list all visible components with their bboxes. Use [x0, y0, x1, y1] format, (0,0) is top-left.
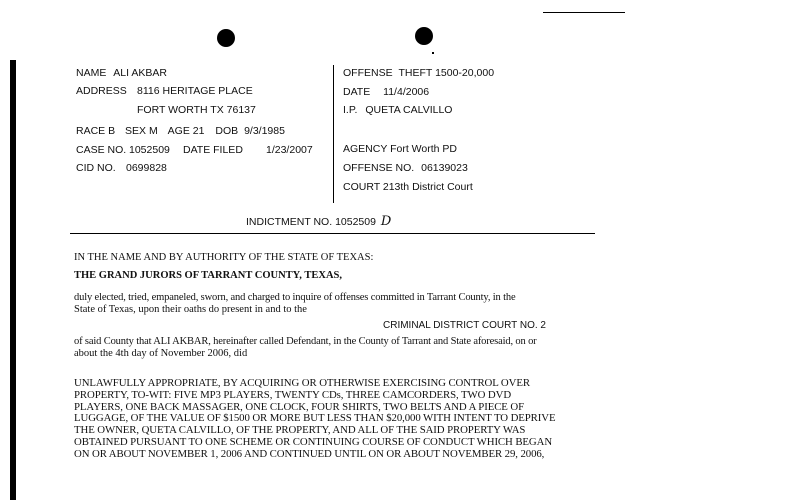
address-line2: FORT WORTH TX 76137: [137, 104, 256, 116]
court-value: 213th District Court: [382, 181, 473, 193]
charge-line: PLAYERS, ONE BACK MASSAGER, ONE CLOCK, FOUR SHIRTS, TWO BELTS AND A PIECE OF: [74, 400, 524, 413]
date-row: [343, 86, 429, 98]
age-value: 21: [192, 125, 205, 137]
paragraph2-line2: about the 4th day of November 2006, did: [74, 348, 248, 359]
cid-label: CID NO.: [76, 162, 116, 174]
demographics-row: [76, 125, 285, 137]
address-label: ADDRESS: [76, 85, 127, 97]
charge-paragraph: [74, 378, 555, 461]
paragraph2-line1: of said County that ALI AKBAR, hereinafter called Defendant, in the County of Tarrant and State aforesaid, on or: [74, 336, 537, 347]
charge-line: LUGGAGE, OF THE VALUE OF $1500 OR MORE BUT LESS THAN $20,000 WITH INTENT TO DEPRIVE: [74, 412, 556, 425]
charge-line: THE OWNER, QUETA CALVILLO, OF THE PROPERTY, AND ALL OF THE SAID PROPERTY WAS: [74, 424, 526, 437]
sex-value: M: [148, 125, 158, 137]
court-label: COURT: [343, 181, 380, 193]
date-filed-label: DATE FILED: [183, 144, 243, 156]
paragraph1-line2: State of Texas, upon their oaths do present in and to the: [74, 304, 307, 315]
court-row: [343, 181, 473, 193]
race-value: B: [108, 125, 116, 137]
dob-label: DOB: [215, 125, 239, 137]
header-divider: [333, 65, 334, 203]
offense-no-value: 06139023: [421, 162, 468, 174]
name-label: NAME: [76, 67, 107, 79]
cid-value: 0699828: [126, 162, 167, 174]
agency-row: [343, 143, 457, 155]
jurors-line: THE GRAND JURORS OF TARRANT COUNTY, TEXAS,: [74, 270, 342, 281]
name-row: [76, 67, 167, 79]
indictment-number: 1052509: [335, 216, 376, 228]
charge-line: PROPERTY, TO-WIT: FIVE MP3 PLAYERS, TWENTY CDs, THREE CAMCORDERS, TWO DVD: [74, 388, 512, 401]
age-label: AGE: [167, 125, 190, 137]
ip-label: I.P.: [343, 104, 358, 116]
paragraph1-line1: duly elected, tried, empaneled, sworn, and charged to inquire of offenses committed in Tarrant County, in the: [74, 292, 516, 303]
offense-no-row: [343, 162, 468, 174]
race-label: RACE: [76, 125, 106, 137]
handwritten-mark: D: [380, 214, 392, 229]
punch-hole-left: [217, 29, 235, 47]
offense-row: [343, 67, 494, 79]
offense-value: THEFT 1500-20,000: [398, 67, 495, 79]
court-name: CRIMINAL DISTRICT COURT NO. 2: [383, 320, 546, 331]
case-label: CASE NO.: [76, 144, 127, 156]
ip-row: [343, 104, 452, 116]
indictment-rule: [70, 233, 595, 234]
indictment-label: INDICTMENT NO.: [246, 216, 333, 228]
offense-label: OFFENSE: [343, 67, 393, 79]
charge-line: ON OR ABOUT NOVEMBER 1, 2006 AND CONTINUED UNTIL ON OR ABOUT NOVEMBER 29, 2006,: [74, 447, 545, 460]
agency-label: AGENCY: [343, 143, 388, 155]
authority-line: IN THE NAME AND BY AUTHORITY OF THE STATE OF TEXAS:: [74, 252, 374, 263]
date-value: 11/4/2006: [383, 86, 430, 98]
scan-edge-bar: [10, 60, 16, 500]
dob-value: 9/3/1985: [244, 125, 285, 137]
address-line1: 8116 HERITAGE PLACE: [137, 85, 253, 97]
ip-value: QUETA CALVILLO: [365, 104, 453, 116]
case-value: 1052509: [129, 144, 170, 156]
sex-label: SEX: [125, 125, 147, 137]
charge-line: OBTAINED PURSUANT TO ONE SCHEME OR CONTINUING COURSE OF CONDUCT WHICH BEGAN: [74, 435, 553, 448]
name-value: ALI AKBAR: [113, 67, 167, 79]
punch-hole-right: [415, 27, 433, 45]
date-label: DATE: [343, 86, 371, 98]
date-filed-value: 1/23/2007: [266, 144, 313, 156]
charge-line: UNLAWFULLY APPROPRIATE, BY ACQUIRING OR OTHERWISE EXERCISING CONTROL OVER: [74, 377, 530, 389]
offense-no-label: OFFENSE NO.: [343, 162, 415, 174]
indictment-row: [246, 214, 391, 229]
scan-speck: [432, 52, 434, 54]
scan-top-rule: [543, 12, 625, 13]
agency-value: Fort Worth PD: [390, 143, 457, 155]
